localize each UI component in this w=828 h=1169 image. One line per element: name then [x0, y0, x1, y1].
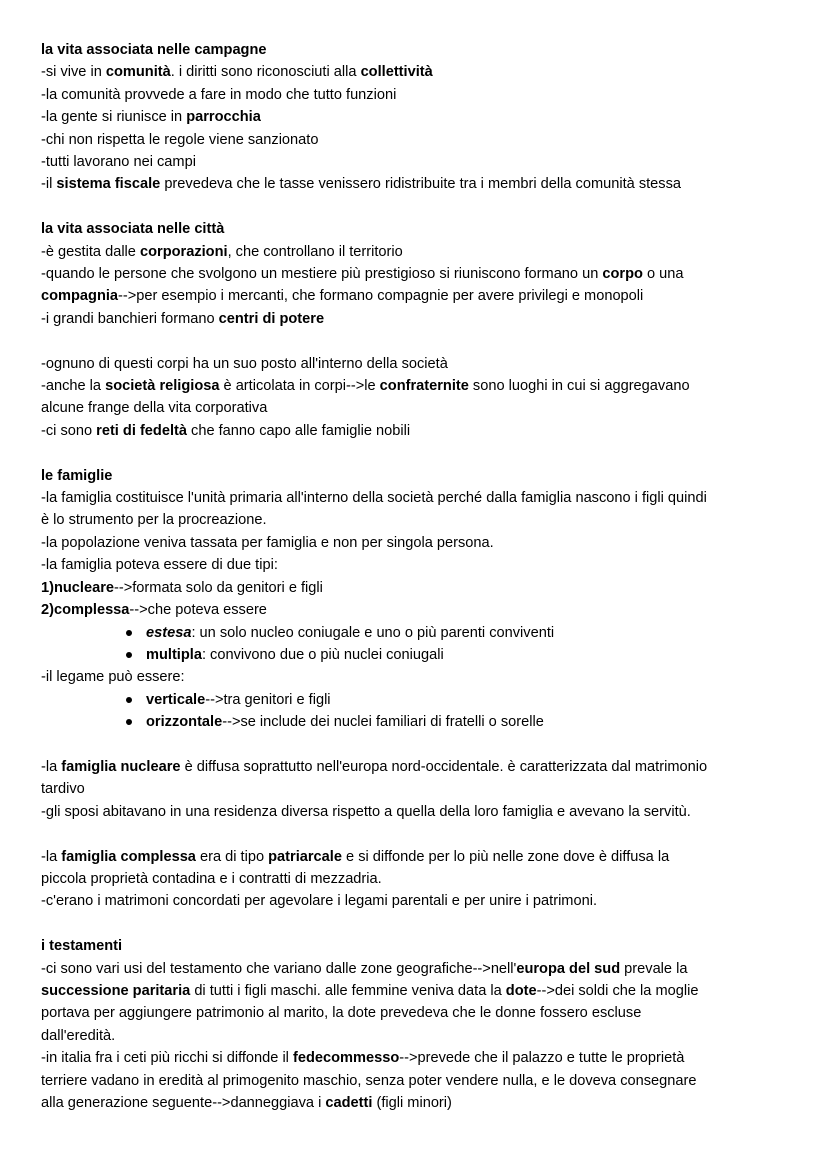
text-line: tardivo	[41, 781, 85, 798]
text-line: alla generazione seguente-->danneggiava i cadetti (figli minori)	[41, 1095, 452, 1111]
text-line: dall'eredità.	[41, 1027, 116, 1044]
bullet-item: verticale-->tra genitori e figli	[41, 689, 798, 711]
bullet-item: orizzontale-->se include dei nuclei familiari di fratelli o sorelle	[41, 711, 798, 733]
section-heading-campagne: la vita associata nelle campagne	[41, 42, 267, 58]
text-line: -gli sposi abitavano in una residenza diversa rispetto a quella della loro famiglia e avevano la servitù.	[41, 803, 691, 820]
text-line: -la popolazione veniva tassata per famiglia e non per singola persona.	[41, 534, 494, 551]
text-line: -si vive in comunità. i diritti sono riconosciuti alla collettività	[41, 64, 433, 81]
text-line: -la famiglia complessa era di tipo patriarcale e si diffonde per lo più nelle zone dove è diffusa la	[41, 848, 670, 865]
text-line: -tutti lavorano nei campi	[41, 154, 196, 171]
text-line: -la famiglia costituisce l'unità primaria all'interno della società perché dalla famiglia nascono i figli quindi	[41, 490, 707, 507]
text-line: è lo strumento per la procreazione.	[41, 512, 267, 529]
text-line: terriere vadano in eredità al primogenito maschio, senza poter vendere nulla, e le doveva consegnare	[41, 1072, 697, 1089]
text-line: -anche la società religiosa è articolata in corpi-->le confraternite sono luoghi in cui si aggregavano	[41, 378, 690, 395]
text-line: -in italia fra i ceti più ricchi si diffonde il fedecommesso-->prevede che il palazzo e tutte le proprietà	[41, 1050, 685, 1067]
bullet-dot-icon	[126, 697, 132, 703]
text-line: -il legame può essere:	[41, 669, 185, 686]
text-line: 1)nucleare-->formata solo da genitori e figli	[41, 579, 323, 596]
text-line: -c'erano i matrimoni concordati per agevolare i legami parentali e per unire i patrimoni.	[41, 893, 597, 910]
text-line: portava per aggiungere patrimonio al marito, la dote prevedeva che le donne fossero escluse	[41, 1005, 642, 1022]
text-line: alcune frange della vita corporativa	[41, 400, 268, 417]
text-line: -ci sono reti di fedeltà che fanno capo alle famiglie nobili	[41, 422, 411, 439]
text-line: -ognuno di questi corpi ha un suo posto all'interno della società	[41, 355, 448, 372]
text-line: -il sistema fiscale prevedeva che le tasse venissero ridistribuite tra i membri della comunità stessa	[41, 176, 682, 193]
bullet-item: estesa: un solo nucleo coniugale e uno o più parenti conviventi	[41, 622, 798, 644]
text-line: compagnia-->per esempio i mercanti, che formano compagnie per avere privilegi e monopoli	[41, 288, 644, 305]
bullet-dot-icon	[126, 652, 132, 658]
text-line: -chi non rispetta le regole viene sanzionato	[41, 131, 319, 148]
text-line: piccola proprietà contadina e i contratti di mezzadria.	[41, 870, 382, 887]
section-heading-testamenti: i testamenti	[41, 938, 123, 955]
text-line: -è gestita dalle corporazioni, che controllano il territorio	[41, 243, 403, 260]
text-line: successione paritaria di tutti i figli maschi. alle femmine veniva data la dote-->dei soldi che la moglie	[41, 982, 699, 999]
section-heading-famiglie: le famiglie	[41, 467, 113, 484]
bullet-dot-icon	[126, 630, 132, 636]
text-line: -la famiglia nucleare è diffusa soprattutto nell'europa nord-occidentale. è caratterizzata dal matrimonio	[41, 758, 708, 775]
text-line: -i grandi banchieri formano centri di potere	[41, 310, 325, 327]
text-line: -la famiglia poteva essere di due tipi:	[41, 557, 278, 574]
bullet-item: multipla: convivono due o più nuclei coniugali	[41, 644, 798, 666]
text-line: -la comunità provvede a fare in modo che tutto funzioni	[41, 86, 397, 103]
text-line: -ci sono vari usi del testamento che variano dalle zone geografiche-->nell'europa del sud prevale la	[41, 960, 688, 977]
text-line: -quando le persone che svolgono un mestiere più prestigioso si riuniscono formano un corpo o una	[41, 266, 684, 283]
section-heading-citta: la vita associata nelle città	[41, 221, 225, 238]
text-line: -la gente si riunisce in parrocchia	[41, 109, 261, 126]
text-line: 2)complessa-->che poteva essere	[41, 602, 267, 619]
